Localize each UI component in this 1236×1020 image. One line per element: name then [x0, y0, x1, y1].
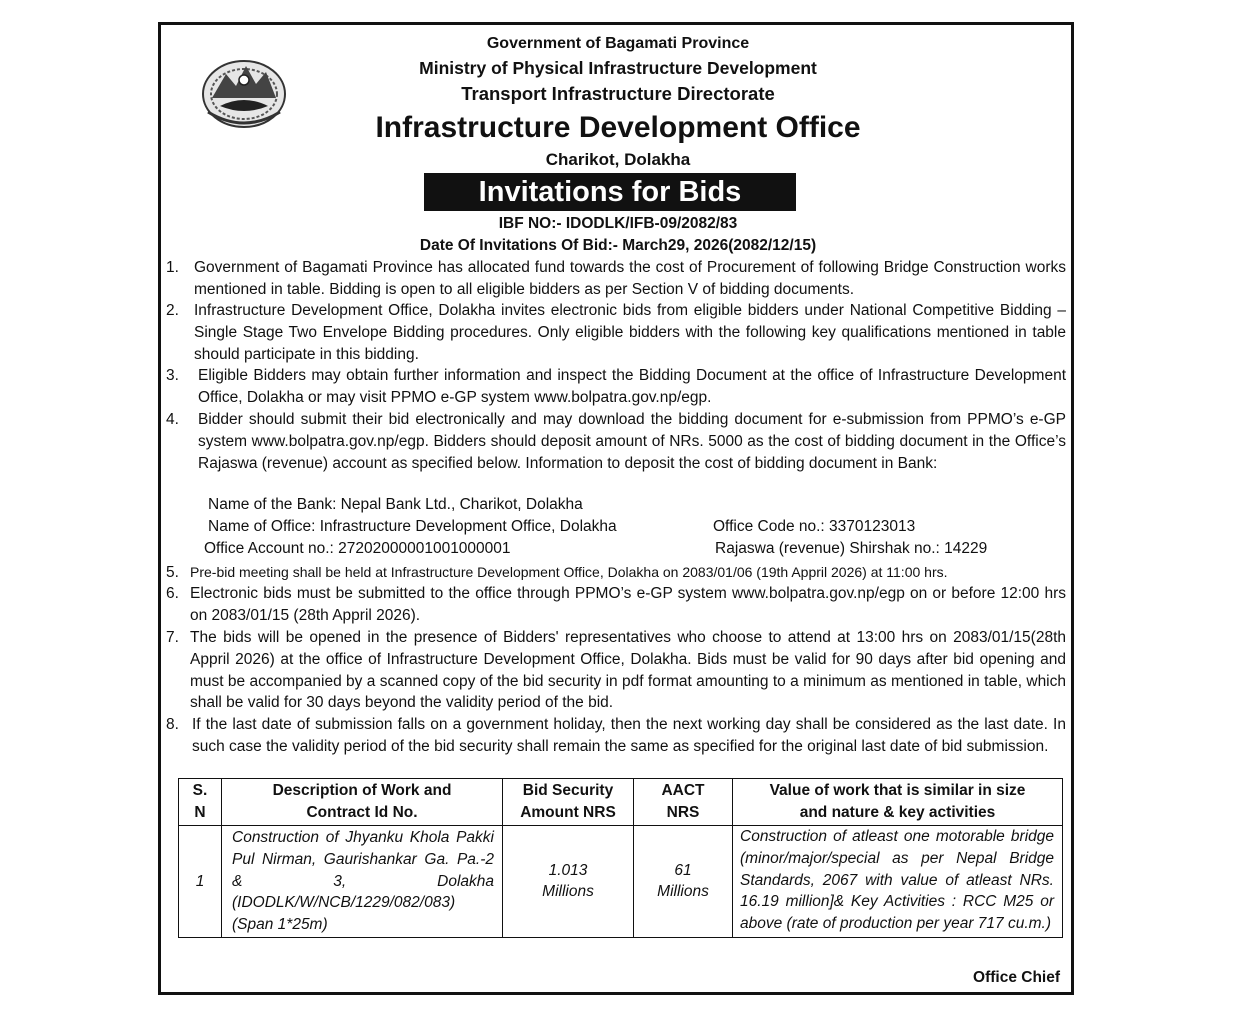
list-item: 2. Infrastructure Development Office, Dolakha invites electronic bids from eligible bidders under National Competitive Bidding – Single Stage Two Envelope Bidding procedures. Only eligible bidders with the following key qualifications mentioned in table should participate in this bidding. — [166, 302, 1066, 363]
bank-account-number: Office Account no.: 27202000001001000001 — [204, 540, 511, 557]
cell-description: Construction of Jhyanku Khola Pakki Pul Nirman, Gaurishankar Ga. Pa.-2 & 3, Dolakha (IDODLK/W/NCB/1229/082/083) (Span 1*25m) — [222, 826, 503, 938]
cell-sn: 1 — [179, 826, 222, 938]
ministry-name: Ministry of Physical Infrastructure Development — [419, 58, 817, 78]
list-item: 8. If the last date of submission falls on a government holiday, then the next working day shall be considered as the last date. In such case the validity period of the bid security shall remain the same as specified for the original last date of bid submission. — [166, 716, 1066, 755]
table-row — [179, 826, 1063, 938]
banner-title: Invitations for Bids — [424, 173, 796, 211]
cell-aact: 61 Millions — [634, 826, 733, 938]
bank-name: Name of the Bank: Nepal Bank Ltd., Charikot, Dolakha — [208, 496, 583, 513]
bank-shirshak-number: Rajaswa (revenue) Shirshak no.: 14229 — [715, 540, 988, 557]
bid-table — [178, 778, 1063, 938]
list-item: 3. Eligible Bidders may obtain further information and inspect the Bidding Document at the office of Infrastructure Development Office, Dolakha or may visit PPMO e-GP system www.bolpatra.gov.np/egp. — [166, 367, 1066, 406]
government-name: Government of Bagamati Province — [486, 35, 750, 52]
bank-office-code: Office Code no.: 3370123013 — [713, 518, 916, 535]
list-item: 6. Electronic bids must be submitted to the office through PPMO’s e-GP system www.bolpatra.gov.np/egp on or before 12:00 hrs on 2083/01/15 (28th Appril 2026). — [166, 585, 1066, 624]
header-sn: S. N — [179, 779, 222, 826]
header-similar-work: Value of work that is similar in size and nature & key activities — [733, 779, 1063, 826]
cell-similar-work: Construction of atleast one motorable bridge (minor/major/special as per Nepal Bridge Standards, 2067 with value of atleast NRs. 16.19 million]& Key Activities : RCC M25 or above (rate of production per year 717 cu.m.) — [733, 826, 1063, 938]
list-item: 4. Bidder should submit their bid electronically and may download the bidding document for e-submission from PPMO’s e-GP system www.bolpatra.gov.np/egp. Bidders should deposit amount of NRs. 5000 as the cost of bidding document in the Office’s Rajaswa (revenue) account as specified below. Information to deposit the cost of bidding document in Bank: — [166, 411, 1066, 472]
header-bid-security: Bid Security Amount NRS — [503, 779, 634, 826]
office-location: Charikot, Dolakha — [545, 150, 691, 169]
directorate-name: Transport Infrastructure Directorate — [461, 83, 775, 104]
signatory: Office Chief — [973, 969, 1060, 986]
office-title: Infrastructure Development Office — [375, 111, 861, 144]
list-item: 5. Pre-bid meeting shall be held at Infrastructure Development Office, Dolakha on 2083/01/06 (19th Appril 2026) at 11:00 hrs. — [166, 564, 948, 581]
list-item: 1. Government of Bagamati Province has allocated fund towards the cost of Procurement of following Bridge Construction works mentioned in table. Bidding is open to all eligible bidders as per Section V of bidding documents. — [166, 259, 1066, 298]
bank-office-name: Name of Office: Infrastructure Development Office, Dolakha — [208, 518, 617, 535]
list-item: 7. The bids will be opened in the presence of Bidders' representatives who choose to attend at 13:00 hrs on 2083/01/15(28th Appril 2026) at the office of Infrastructure Development Office, Dolakha. Bids must be valid for 90 days after bid opening and must be accompanied by a scanned copy of the bid security in pdf format amounting to a minimum as mentioned in table, which shall be valid for 30 days beyond the validity period of the bid. — [166, 629, 1066, 712]
header-description: Description of Work and Contract Id No. — [222, 779, 503, 826]
table-header-row — [179, 779, 1063, 826]
ibf-number: IBF NO:- IDODLK/IFB-09/2082/83 — [498, 215, 738, 232]
invitation-date: Date Of Invitations Of Bid:- March29, 2026(2082/12/15) — [419, 237, 817, 254]
cell-bid-security: 1.013 Millions — [503, 826, 634, 938]
header-aact: AACT NRS — [634, 779, 733, 826]
